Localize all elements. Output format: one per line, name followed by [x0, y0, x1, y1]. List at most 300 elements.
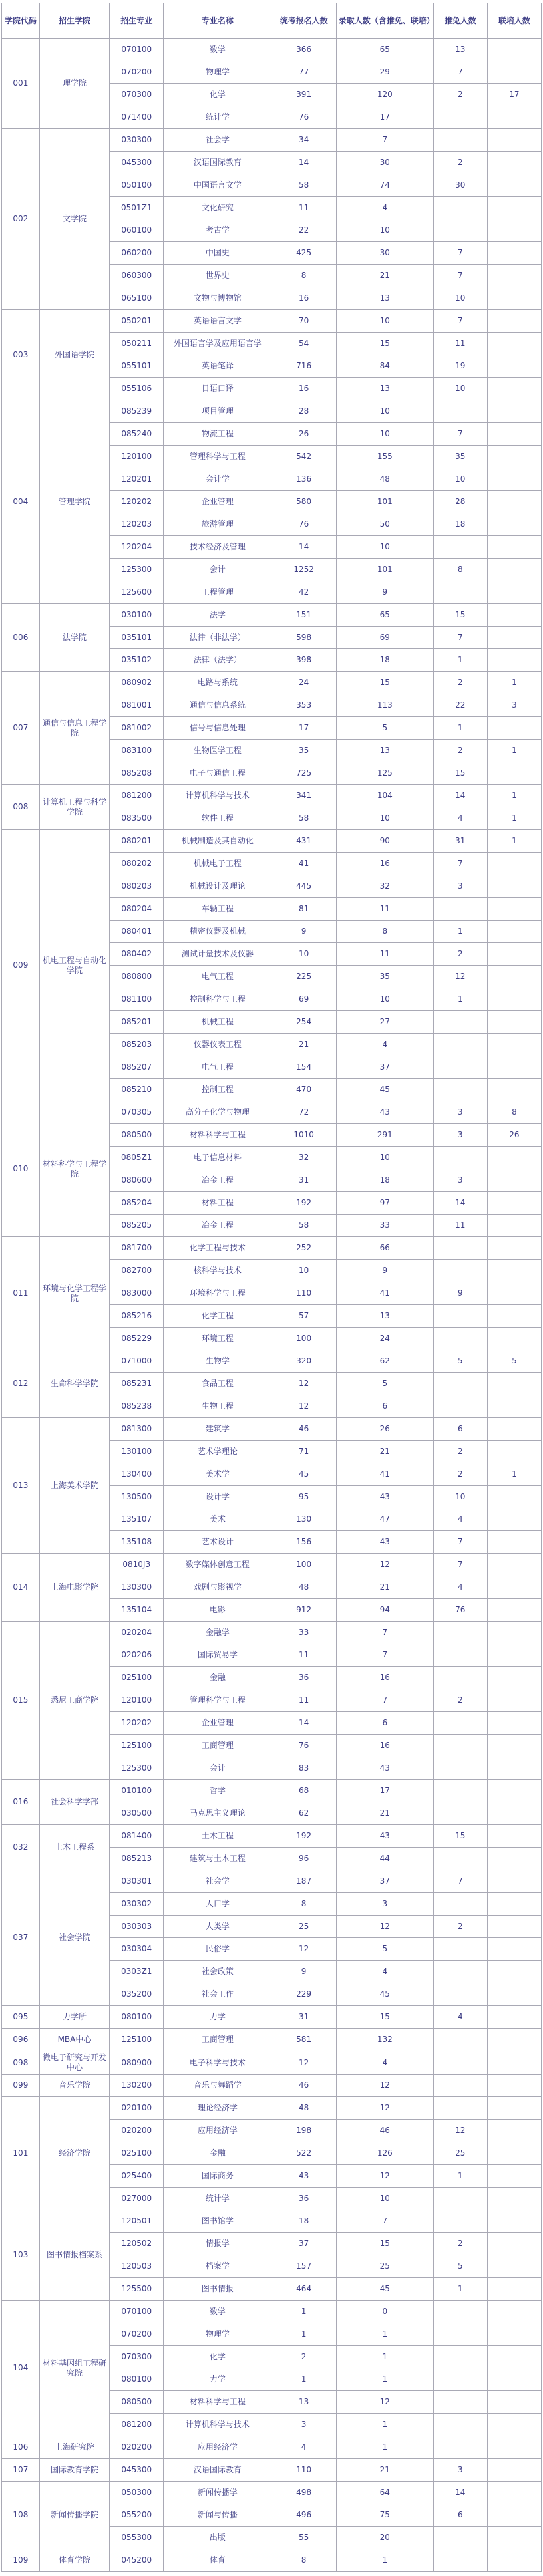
- tuimian-count-cell: 1: [433, 2165, 487, 2188]
- lianpei-count-cell: [487, 2075, 541, 2097]
- admitted-cell: 101: [336, 491, 433, 513]
- college-code-cell: 095: [2, 2006, 40, 2029]
- admitted-cell: 45: [336, 1983, 433, 2006]
- applicants-cell: 522: [272, 2142, 336, 2165]
- table-body: [2, 39, 542, 2572]
- admitted-cell: 15: [336, 333, 433, 355]
- major-code-cell: 125300: [110, 559, 164, 581]
- major-name-cell: 测试计量技术及仪器: [164, 943, 272, 966]
- lianpei-count-cell: [487, 468, 541, 491]
- applicants-cell: 58: [272, 174, 336, 197]
- tuimian-count-cell: 4: [433, 1508, 487, 1531]
- tuimian-count-cell: [433, 1305, 487, 1328]
- tuimian-count-cell: [433, 2210, 487, 2233]
- admitted-cell: 30: [336, 242, 433, 265]
- applicants-cell: 43: [272, 2165, 336, 2188]
- major-name-cell: 材料科学与工程: [164, 2391, 272, 2414]
- major-code-cell: 080401: [110, 921, 164, 943]
- major-name-cell: 建筑学: [164, 1418, 272, 1441]
- major-name-cell: 金融: [164, 1667, 272, 1689]
- applicants-cell: 14: [272, 152, 336, 174]
- tuimian-count-cell: [433, 1056, 487, 1079]
- lianpei-count-cell: [487, 717, 541, 740]
- major-name-cell: 土木工程: [164, 1825, 272, 1848]
- major-code-cell: 130300: [110, 1576, 164, 1599]
- lianpei-count-cell: [487, 423, 541, 446]
- college-code-cell: 037: [2, 1870, 40, 2006]
- tuimian-count-cell: 1: [433, 717, 487, 740]
- applicants-cell: 12: [272, 2051, 336, 2075]
- lianpei-count-cell: [487, 1554, 541, 1576]
- major-name-cell: 会计学: [164, 468, 272, 491]
- tuimian-count-cell: 3: [433, 2459, 487, 2482]
- column-header-6: 推免人数: [433, 3, 487, 39]
- lianpei-count-cell: [487, 1689, 541, 1712]
- lianpei-count-cell: 1: [487, 1463, 541, 1486]
- table-row: [2, 785, 542, 807]
- college-name-cell: MBA中心: [39, 2029, 109, 2051]
- major-code-cell: 135107: [110, 1508, 164, 1531]
- tuimian-count-cell: [433, 1848, 487, 1870]
- major-name-cell: 新闻与传播: [164, 2504, 272, 2527]
- lianpei-count-cell: [487, 1531, 541, 1554]
- admitted-cell: 75: [336, 2504, 433, 2527]
- major-code-cell: 130500: [110, 1486, 164, 1508]
- applicants-cell: 156: [272, 1531, 336, 1554]
- table-row: [2, 310, 542, 333]
- table-row: [2, 2436, 542, 2459]
- applicants-cell: 11: [272, 1644, 336, 1667]
- major-code-cell: 130200: [110, 2075, 164, 2097]
- tuimian-count-cell: 2: [433, 1916, 487, 1938]
- admitted-cell: 27: [336, 1011, 433, 1034]
- lianpei-count-cell: 3: [487, 694, 541, 717]
- tuimian-count-cell: 3: [433, 1169, 487, 1192]
- tuimian-count-cell: 6: [433, 2504, 487, 2527]
- admitted-cell: 1: [336, 2368, 433, 2391]
- major-name-cell: 力学: [164, 2006, 272, 2029]
- lianpei-count-cell: [487, 2391, 541, 2414]
- lianpei-count-cell: 17: [487, 84, 541, 106]
- tuimian-count-cell: 28: [433, 491, 487, 513]
- tuimian-count-cell: [433, 2188, 487, 2210]
- major-name-cell: 美术: [164, 1508, 272, 1531]
- major-code-cell: 085213: [110, 1848, 164, 1870]
- major-code-cell: 080600: [110, 1169, 164, 1192]
- major-code-cell: 071400: [110, 106, 164, 129]
- admitted-cell: 101: [336, 559, 433, 581]
- major-name-cell: 考古学: [164, 219, 272, 242]
- lianpei-count-cell: [487, 1712, 541, 1735]
- major-name-cell: 企业管理: [164, 1712, 272, 1735]
- college-name-cell: 理学院: [39, 39, 109, 129]
- lianpei-count-cell: [487, 333, 541, 355]
- admitted-cell: 43: [336, 1825, 433, 1848]
- major-name-cell: 文物与博物馆: [164, 287, 272, 310]
- lianpei-count-cell: [487, 2527, 541, 2549]
- major-name-cell: 日语口译: [164, 378, 272, 400]
- tuimian-count-cell: 11: [433, 1215, 487, 1237]
- tuimian-count-cell: 4: [433, 807, 487, 830]
- major-name-cell: 通信与信息系统: [164, 694, 272, 717]
- major-name-cell: 国际商务: [164, 2165, 272, 2188]
- applicants-cell: 1: [272, 2368, 336, 2391]
- lianpei-count-cell: [487, 1486, 541, 1508]
- tuimian-count-cell: [433, 2075, 487, 2097]
- lianpei-count-cell: [487, 1056, 541, 1079]
- applicants-cell: 192: [272, 1192, 336, 1215]
- major-code-cell: 120202: [110, 491, 164, 513]
- applicants-cell: 48: [272, 2097, 336, 2120]
- college-code-cell: 008: [2, 785, 40, 830]
- tuimian-count-cell: 31: [433, 830, 487, 853]
- lianpei-count-cell: [487, 1576, 541, 1599]
- admitted-cell: 50: [336, 513, 433, 536]
- table-row: [2, 2482, 542, 2504]
- tuimian-count-cell: [433, 1735, 487, 1757]
- college-code-cell: 006: [2, 604, 40, 672]
- lianpei-count-cell: [487, 1916, 541, 1938]
- applicants-cell: 42: [272, 581, 336, 604]
- admitted-cell: 1: [336, 2436, 433, 2459]
- major-code-cell: 081002: [110, 717, 164, 740]
- major-name-cell: 建筑与土木工程: [164, 1848, 272, 1870]
- college-name-cell: 上海电影学院: [39, 1554, 109, 1622]
- lianpei-count-cell: [487, 1215, 541, 1237]
- applicants-cell: 37: [272, 2233, 336, 2255]
- tuimian-count-cell: [433, 197, 487, 219]
- tuimian-count-cell: 15: [433, 762, 487, 785]
- major-code-cell: 085238: [110, 1395, 164, 1418]
- admissions-table: [1, 3, 542, 2572]
- college-name-cell: 通信与信息工程学院: [39, 672, 109, 785]
- lianpei-count-cell: [487, 1757, 541, 1780]
- major-name-cell: 电子科学与技术: [164, 2051, 272, 2075]
- major-name-cell: 精密仪器及机械: [164, 921, 272, 943]
- applicants-cell: 69: [272, 988, 336, 1011]
- applicants-cell: 1: [272, 2301, 336, 2323]
- major-name-cell: 机械电子工程: [164, 853, 272, 875]
- college-name-cell: 材料基因组工程研究院: [39, 2301, 109, 2436]
- applicants-cell: 24: [272, 672, 336, 694]
- admitted-cell: 41: [336, 1463, 433, 1486]
- major-name-cell: 电气工程: [164, 966, 272, 988]
- applicants-cell: 54: [272, 333, 336, 355]
- lianpei-count-cell: [487, 2504, 541, 2527]
- applicants-cell: 151: [272, 604, 336, 627]
- tuimian-count-cell: [433, 400, 487, 423]
- major-name-cell: 体育: [164, 2549, 272, 2572]
- tuimian-count-cell: [433, 536, 487, 559]
- tuimian-count-cell: 10: [433, 378, 487, 400]
- applicants-cell: 8: [272, 1893, 336, 1916]
- table-row: [2, 1350, 542, 1373]
- admitted-cell: 13: [336, 740, 433, 762]
- major-name-cell: 新闻传播学: [164, 2482, 272, 2504]
- tuimian-count-cell: 7: [433, 1870, 487, 1893]
- lianpei-count-cell: [487, 921, 541, 943]
- major-name-cell: 法律（法学）: [164, 649, 272, 672]
- admitted-cell: 15: [336, 2006, 433, 2029]
- major-name-cell: 管理科学与工程: [164, 1689, 272, 1712]
- table-row: [2, 39, 542, 61]
- table-row: [2, 2097, 542, 2120]
- admitted-cell: 7: [336, 129, 433, 152]
- major-name-cell: 英语语言文学: [164, 310, 272, 333]
- lianpei-count-cell: [487, 1441, 541, 1463]
- admitted-cell: 4: [336, 1034, 433, 1056]
- applicants-cell: 154: [272, 1056, 336, 1079]
- admitted-cell: 11: [336, 943, 433, 966]
- college-name-cell: 微电子研究与开发中心: [39, 2051, 109, 2075]
- tuimian-count-cell: 7: [433, 853, 487, 875]
- college-code-cell: 010: [2, 1101, 40, 1237]
- applicants-cell: 498: [272, 2482, 336, 2504]
- lianpei-count-cell: [487, 2165, 541, 2188]
- admitted-cell: 5: [336, 1938, 433, 1961]
- tuimian-count-cell: [433, 2301, 487, 2323]
- lianpei-count-cell: [487, 1192, 541, 1215]
- lianpei-count-cell: [487, 491, 541, 513]
- applicants-cell: 17: [272, 717, 336, 740]
- college-code-cell: 012: [2, 1350, 40, 1418]
- admitted-cell: 12: [336, 1554, 433, 1576]
- lianpei-count-cell: [487, 2097, 541, 2120]
- college-name-cell: 新闻传播学院: [39, 2482, 109, 2549]
- major-code-cell: 060300: [110, 265, 164, 287]
- major-name-cell: 英语笔译: [164, 355, 272, 378]
- major-code-cell: 0810J3: [110, 1554, 164, 1576]
- tuimian-count-cell: [433, 219, 487, 242]
- major-code-cell: 125300: [110, 1757, 164, 1780]
- admitted-cell: 6: [336, 1395, 433, 1418]
- admitted-cell: 26: [336, 1418, 433, 1441]
- admitted-cell: 29: [336, 61, 433, 84]
- admitted-cell: 10: [336, 988, 433, 1011]
- applicants-cell: 83: [272, 1757, 336, 1780]
- major-name-cell: 档案学: [164, 2255, 272, 2278]
- tuimian-count-cell: 2: [433, 1463, 487, 1486]
- applicants-cell: 110: [272, 2459, 336, 2482]
- applicants-cell: 71: [272, 1441, 336, 1463]
- tuimian-count-cell: 2: [433, 672, 487, 694]
- major-name-cell: 企业管理: [164, 491, 272, 513]
- tuimian-count-cell: 9: [433, 1282, 487, 1305]
- admitted-cell: 8: [336, 921, 433, 943]
- college-name-cell: 管理学院: [39, 400, 109, 604]
- tuimian-count-cell: 3: [433, 1101, 487, 1124]
- major-name-cell: 世界史: [164, 265, 272, 287]
- major-name-cell: 电子与通信工程: [164, 762, 272, 785]
- major-name-cell: 环境工程: [164, 1328, 272, 1350]
- admitted-cell: 35: [336, 966, 433, 988]
- lianpei-count-cell: [487, 2029, 541, 2051]
- applicants-cell: 581: [272, 2029, 336, 2051]
- major-code-cell: 080500: [110, 1124, 164, 1147]
- major-name-cell: 材料科学与工程: [164, 1124, 272, 1147]
- tuimian-count-cell: 1: [433, 2278, 487, 2301]
- college-name-cell: 材料科学与工程学院: [39, 1101, 109, 1237]
- major-name-cell: 机械设计及理论: [164, 875, 272, 898]
- major-code-cell: 120204: [110, 536, 164, 559]
- major-name-cell: 中国语言文学: [164, 174, 272, 197]
- tuimian-count-cell: [433, 1938, 487, 1961]
- applicants-cell: 95: [272, 1486, 336, 1508]
- major-name-cell: 冶金工程: [164, 1169, 272, 1192]
- applicants-cell: 16: [272, 378, 336, 400]
- major-code-cell: 085210: [110, 1079, 164, 1101]
- applicants-cell: 3: [272, 2414, 336, 2436]
- table-row: [2, 2549, 542, 2572]
- major-code-cell: 083000: [110, 1282, 164, 1305]
- major-code-cell: 010100: [110, 1780, 164, 1802]
- tuimian-count-cell: 22: [433, 694, 487, 717]
- admitted-cell: 43: [336, 1101, 433, 1124]
- college-name-cell: 上海研究院: [39, 2436, 109, 2459]
- major-code-cell: 020204: [110, 1622, 164, 1644]
- tuimian-count-cell: 18: [433, 513, 487, 536]
- tuimian-count-cell: 11: [433, 333, 487, 355]
- lianpei-count-cell: [487, 513, 541, 536]
- admitted-cell: 65: [336, 604, 433, 627]
- major-code-cell: 125600: [110, 581, 164, 604]
- tuimian-count-cell: 14: [433, 785, 487, 807]
- major-code-cell: 120100: [110, 1689, 164, 1712]
- major-code-cell: 080202: [110, 853, 164, 875]
- admitted-cell: 44: [336, 1848, 433, 1870]
- tuimian-count-cell: [433, 1893, 487, 1916]
- lianpei-count-cell: [487, 2549, 541, 2572]
- admitted-cell: 15: [336, 2233, 433, 2255]
- admitted-cell: 90: [336, 830, 433, 853]
- major-code-cell: 080800: [110, 966, 164, 988]
- tuimian-count-cell: [433, 1780, 487, 1802]
- college-name-cell: 上海美术学院: [39, 1418, 109, 1554]
- admitted-cell: 4: [336, 197, 433, 219]
- applicants-cell: 542: [272, 446, 336, 468]
- applicants-cell: 55: [272, 2527, 336, 2549]
- major-code-cell: 120501: [110, 2210, 164, 2233]
- applicants-cell: 580: [272, 491, 336, 513]
- applicants-cell: 10: [272, 1260, 336, 1282]
- admitted-cell: 13: [336, 378, 433, 400]
- applicants-cell: 28: [272, 400, 336, 423]
- college-code-cell: 103: [2, 2210, 40, 2301]
- admitted-cell: 10: [336, 2188, 433, 2210]
- major-name-cell: 文化研究: [164, 197, 272, 219]
- college-code-cell: 004: [2, 400, 40, 604]
- applicants-cell: 4: [272, 2436, 336, 2459]
- applicants-cell: 431: [272, 830, 336, 853]
- college-name-cell: 体育学院: [39, 2549, 109, 2572]
- major-name-cell: 工程管理: [164, 581, 272, 604]
- major-name-cell: 化学: [164, 84, 272, 106]
- tuimian-count-cell: [433, 2527, 487, 2549]
- admitted-cell: 16: [336, 1667, 433, 1689]
- college-name-cell: 机电工程与自动化学院: [39, 830, 109, 1101]
- lianpei-count-cell: [487, 2482, 541, 2504]
- major-name-cell: 管理科学与工程: [164, 446, 272, 468]
- major-name-cell: 法学: [164, 604, 272, 627]
- major-name-cell: 项目管理: [164, 400, 272, 423]
- major-name-cell: 控制工程: [164, 1079, 272, 1101]
- tuimian-count-cell: 15: [433, 604, 487, 627]
- lianpei-count-cell: 1: [487, 785, 541, 807]
- college-name-cell: 悉尼工商学院: [39, 1622, 109, 1780]
- admitted-cell: 94: [336, 1599, 433, 1622]
- applicants-cell: 425: [272, 242, 336, 265]
- tuimian-count-cell: [433, 1961, 487, 1983]
- major-name-cell: 环境科学与工程: [164, 1282, 272, 1305]
- lianpei-count-cell: [487, 1305, 541, 1328]
- applicants-cell: 48: [272, 1576, 336, 1599]
- lianpei-count-cell: [487, 129, 541, 152]
- college-code-cell: 096: [2, 2029, 40, 2051]
- applicants-cell: 2: [272, 2346, 336, 2368]
- lianpei-count-cell: [487, 2210, 541, 2233]
- lianpei-count-cell: [487, 898, 541, 921]
- tuimian-count-cell: 13: [433, 39, 487, 61]
- lianpei-count-cell: 8: [487, 1101, 541, 1124]
- major-code-cell: 080204: [110, 898, 164, 921]
- major-name-cell: 艺术学理论: [164, 1441, 272, 1463]
- admitted-cell: 20: [336, 2527, 433, 2549]
- lianpei-count-cell: [487, 2006, 541, 2029]
- applicants-cell: 41: [272, 853, 336, 875]
- applicants-cell: 31: [272, 1169, 336, 1192]
- table-row: [2, 1101, 542, 1124]
- applicants-cell: 34: [272, 129, 336, 152]
- major-name-cell: 马克思主义理论: [164, 1802, 272, 1825]
- tuimian-count-cell: [433, 1034, 487, 1056]
- college-code-cell: 001: [2, 39, 40, 129]
- major-name-cell: 会计: [164, 559, 272, 581]
- tuimian-count-cell: 30: [433, 174, 487, 197]
- admitted-cell: 18: [336, 649, 433, 672]
- major-name-cell: 力学: [164, 2368, 272, 2391]
- lianpei-count-cell: [487, 106, 541, 129]
- major-name-cell: 旅游管理: [164, 513, 272, 536]
- applicants-cell: 13: [272, 2391, 336, 2414]
- major-name-cell: 电影: [164, 1599, 272, 1622]
- major-name-cell: 化学工程: [164, 1305, 272, 1328]
- lianpei-count-cell: [487, 1825, 541, 1848]
- applicants-cell: 464: [272, 2278, 336, 2301]
- major-name-cell: 冶金工程: [164, 1215, 272, 1237]
- admitted-cell: 66: [336, 1237, 433, 1260]
- major-code-cell: 030304: [110, 1938, 164, 1961]
- tuimian-count-cell: 4: [433, 2006, 487, 2029]
- major-code-cell: 025100: [110, 2142, 164, 2165]
- major-code-cell: 045300: [110, 2459, 164, 2482]
- major-name-cell: 民俗学: [164, 1938, 272, 1961]
- lianpei-count-cell: [487, 2051, 541, 2075]
- lianpei-count-cell: [487, 559, 541, 581]
- tuimian-count-cell: [433, 2391, 487, 2414]
- lianpei-count-cell: [487, 1011, 541, 1034]
- admitted-cell: 48: [336, 468, 433, 491]
- applicants-cell: 187: [272, 1870, 336, 1893]
- applicants-cell: 254: [272, 1011, 336, 1034]
- major-name-cell: 社会学: [164, 1870, 272, 1893]
- tuimian-count-cell: [433, 1260, 487, 1282]
- major-code-cell: 081400: [110, 1825, 164, 1848]
- major-code-cell: 080201: [110, 830, 164, 853]
- applicants-cell: 76: [272, 513, 336, 536]
- applicants-cell: 76: [272, 106, 336, 129]
- tuimian-count-cell: [433, 1622, 487, 1644]
- admitted-cell: 24: [336, 1328, 433, 1350]
